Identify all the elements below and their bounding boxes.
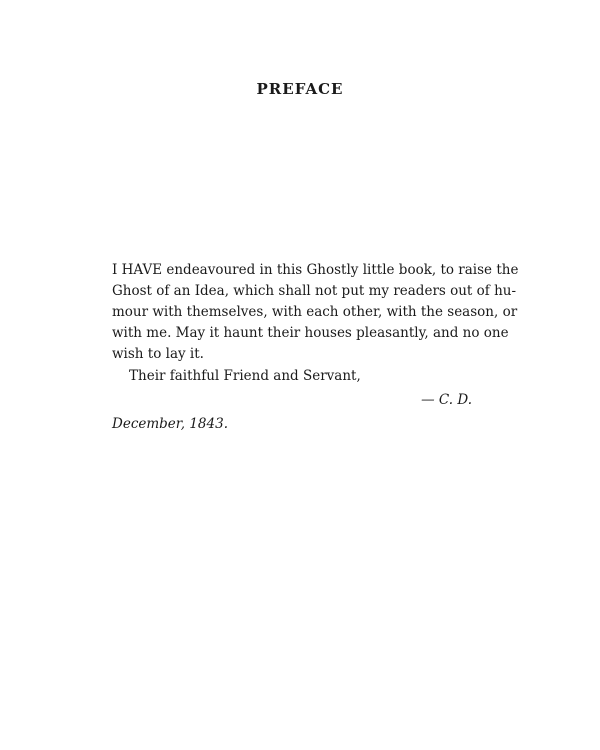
- preface-line: wish to lay it.: [112, 346, 204, 362]
- preface-line: Ghost of an Idea, which shall not put my readers out of hu-: [112, 283, 517, 299]
- preface-body: [112, 260, 519, 435]
- preface-line: with me. May it haunt their houses pleasantly, and no one: [112, 325, 509, 341]
- preface-line: I HAVE endeavoured in this Ghostly little book, to raise the: [112, 262, 519, 278]
- signoff: Their faithful Friend and Servant,: [129, 368, 361, 384]
- dateline: December, 1843.: [112, 416, 228, 432]
- preface-line: mour with themselves, with each other, with the season, or: [112, 304, 518, 320]
- page-title: PREFACE: [256, 80, 344, 98]
- signature: — C. D.: [421, 392, 472, 408]
